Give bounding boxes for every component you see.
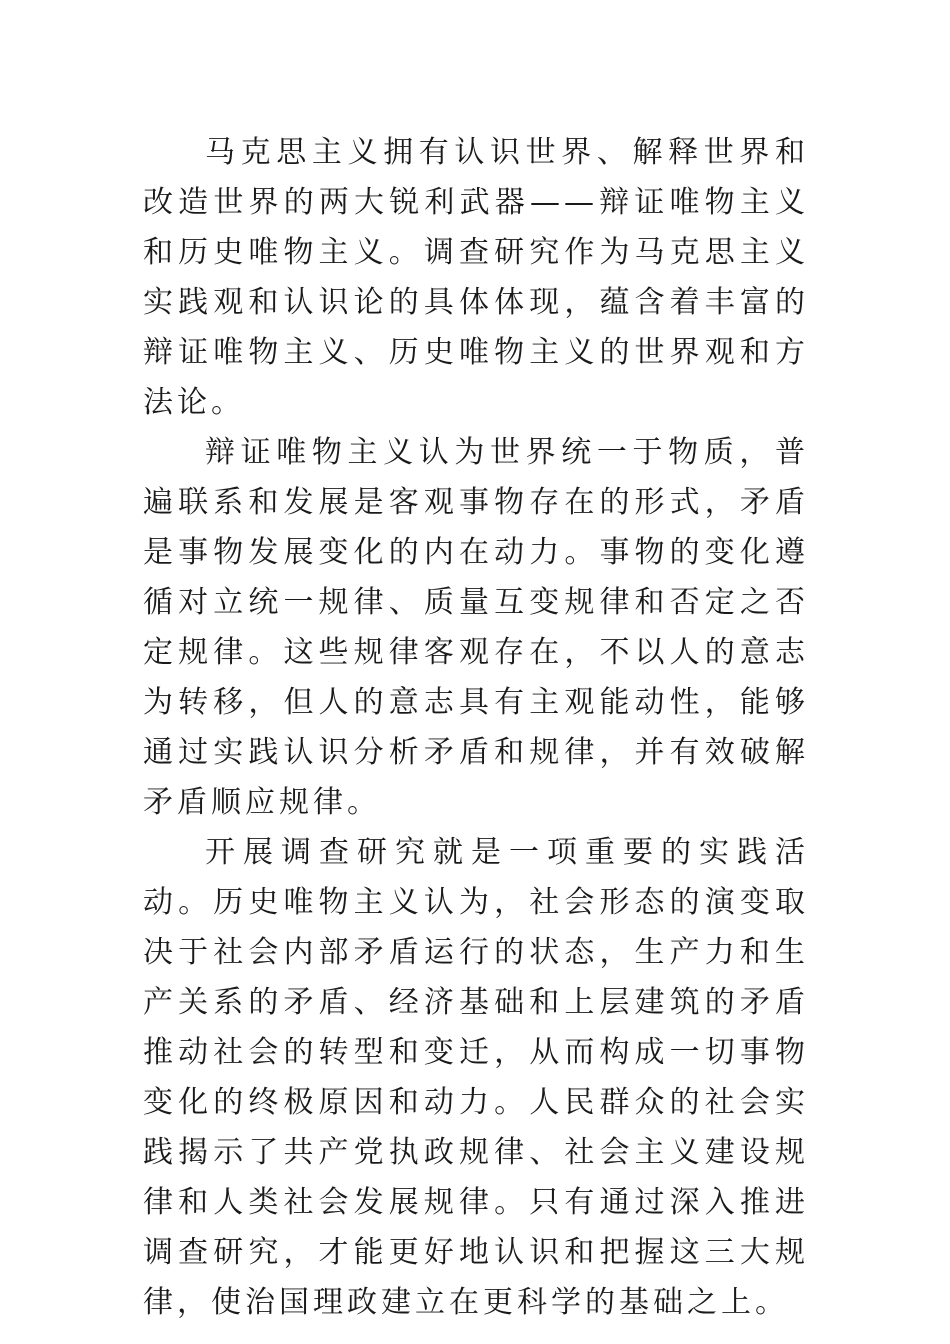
paragraph-3: 开展调查研究就是一项重要的实践活动。历史唯物主义认为，社会形态的演变取决于社会内部矛盾运行的状态，生产力和生产关系的矛盾、经济基础和上层建筑的矛盾推动社会的转型和变迁，从而构成一切事物变化的终极原因和动力。人民群众的社会实践揭示了共产党执政规律、社会主义建设规律和人类社会发展规律。只有通过深入推进调查研究，才能更好地认识和把握这三大规律，使治国理政建立在更科学的基础之上。 [143, 835, 809, 1320]
paragraph-1: 马克思主义拥有认识世界、解释世界和改造世界的两大锐利武器——辩证唯物主义和历史唯物主义。调查研究作为马克思主义实践观和认识论的具体体现，蕴含着丰富的辩证唯物主义、历史唯物主义的世界观和方法论。 [143, 135, 809, 420]
document-body [143, 128, 809, 1328]
paragraph-2: 辩证唯物主义认为世界统一于物质，普遍联系和发展是客观事物存在的形式，矛盾是事物发展变化的内在动力。事物的变化遵循对立统一规律、质量互变规律和否定之否定规律。这些规律客观存在，不以人的意志为转移，但人的意志具有主观能动性，能够通过实践认识分析矛盾和规律，并有效破解矛盾顺应规律。 [143, 435, 809, 820]
